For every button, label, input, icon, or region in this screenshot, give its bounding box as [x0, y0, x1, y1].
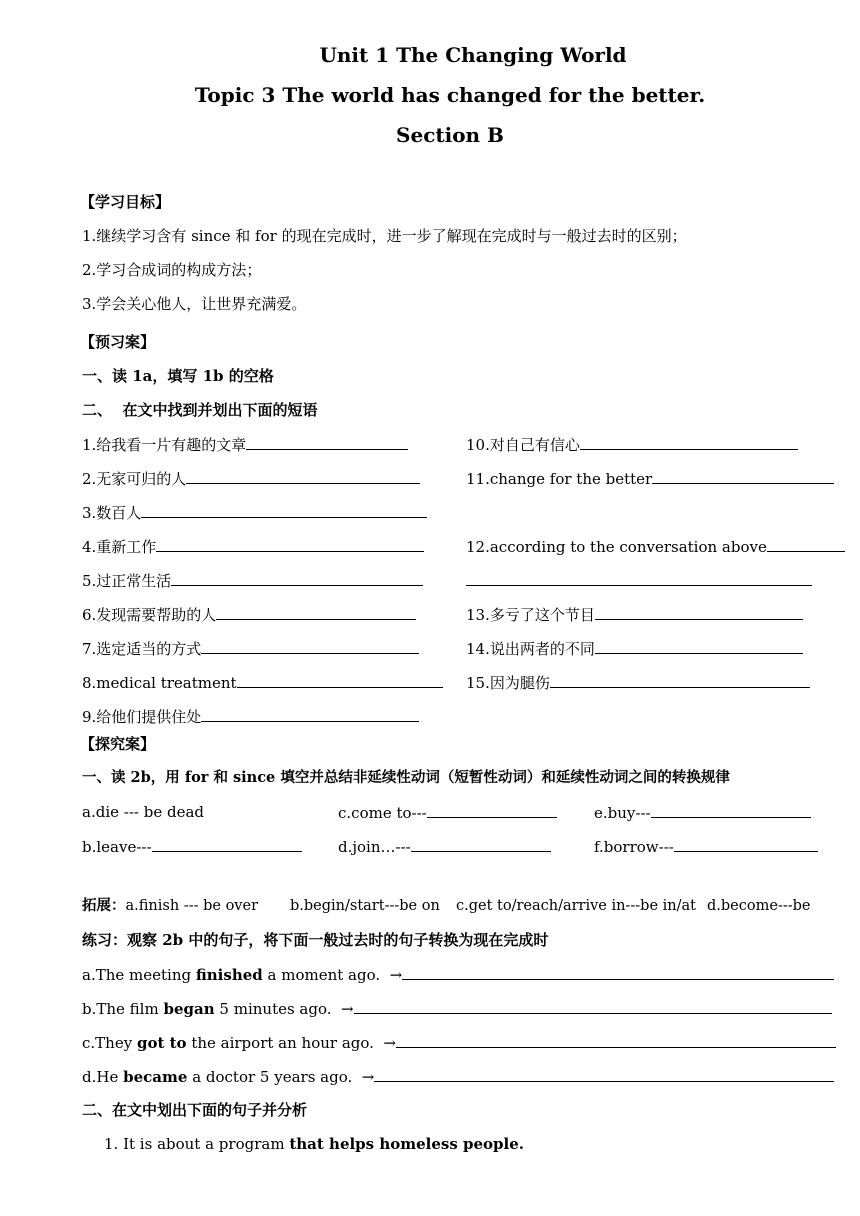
- practice-sentence: d.He became a doctor 5 years ago. →: [82, 1066, 834, 1087]
- goal-item: 2.学习合成词的构成方法；: [82, 261, 262, 279]
- preview-task1: 一、读 1a，填写 1b 的空格: [82, 367, 274, 385]
- conversion-item: e.buy---: [594, 802, 811, 823]
- phrase-item: 3.数百人: [82, 502, 427, 523]
- goals-header: 【学习目标】: [80, 193, 171, 211]
- practice-instruction: 练习：观察 2b 中的句子，将下面一般过去时的句子转换为现在完成时: [82, 931, 549, 949]
- extension-item: b.begin/start---be on: [290, 898, 440, 914]
- continuation-blank: [466, 570, 812, 591]
- phrase-item: 12.according to the conversation above: [466, 536, 845, 557]
- extension-item: d.become---be: [707, 898, 811, 914]
- conversion-item: f.borrow---: [594, 836, 818, 857]
- preview-task2: 二、 在文中找到并划出下面的短语: [82, 401, 318, 419]
- goal-item: 1.继续学习含有 since 和 for 的现在完成时，进一步了解现在完成时与一般过去时的区别；: [82, 227, 687, 245]
- phrase-item: 6.发现需要帮助的人: [82, 604, 416, 625]
- topic-title: Topic 3 The world has changed for the better.: [194, 83, 706, 107]
- phrase-item: 14.说出两者的不同: [466, 638, 803, 659]
- phrase-item: 11.change for the better: [466, 468, 834, 489]
- phrase-item: 2.无家可归的人: [82, 468, 420, 489]
- phrase-item: 10.对自己有信心: [466, 434, 798, 455]
- phrase-item: 13.多亏了这个节目: [466, 604, 803, 625]
- extension-row: 拓展：a.finish --- be over: [82, 897, 259, 914]
- conversion-item: a.die --- be dead: [82, 803, 204, 821]
- phrase-item: 15.因为腿伤: [466, 672, 810, 693]
- extension-item: c.get to/reach/arrive in---be in/at: [456, 898, 696, 914]
- practice-sentence: a.The meeting finished a moment ago. →: [82, 964, 834, 985]
- section-title: Section B: [396, 123, 504, 147]
- phrase-item: 4.重新工作: [82, 536, 424, 557]
- phrase-item: 5.过正常生活: [82, 570, 423, 591]
- conversion-item: b.leave---: [82, 836, 302, 857]
- explore-header: 【探究案】: [80, 735, 156, 753]
- goal-item: 3.学会关心他人，让世界充满爱。: [82, 295, 307, 313]
- phrase-item: 1.给我看一片有趣的文章: [82, 434, 408, 455]
- conversion-item: d.join…---: [338, 836, 551, 857]
- unit-title: Unit 1 The Changing World: [319, 43, 627, 67]
- practice-sentence: b.The film began 5 minutes ago. →: [82, 998, 832, 1019]
- phrase-item: 8.medical treatment: [82, 672, 443, 693]
- conversion-item: c.come to---: [338, 802, 557, 823]
- explore-task2: 二、在文中划出下面的句子并分析: [82, 1101, 308, 1119]
- preview-header: 【预习案】: [80, 333, 156, 351]
- analysis-sentence: 1. It is about a program that helps homeless people.: [104, 1135, 525, 1153]
- phrase-item: 7.选定适当的方式: [82, 638, 419, 659]
- explore-task1: 一、读 2b，用 for 和 since 填空并总结非延续性动词（短暂性动词）和延续性动词之间的转换规律: [82, 769, 730, 786]
- practice-sentence: c.They got to the airport an hour ago. →: [82, 1032, 836, 1053]
- phrase-item: 9.给他们提供住处: [82, 706, 419, 727]
